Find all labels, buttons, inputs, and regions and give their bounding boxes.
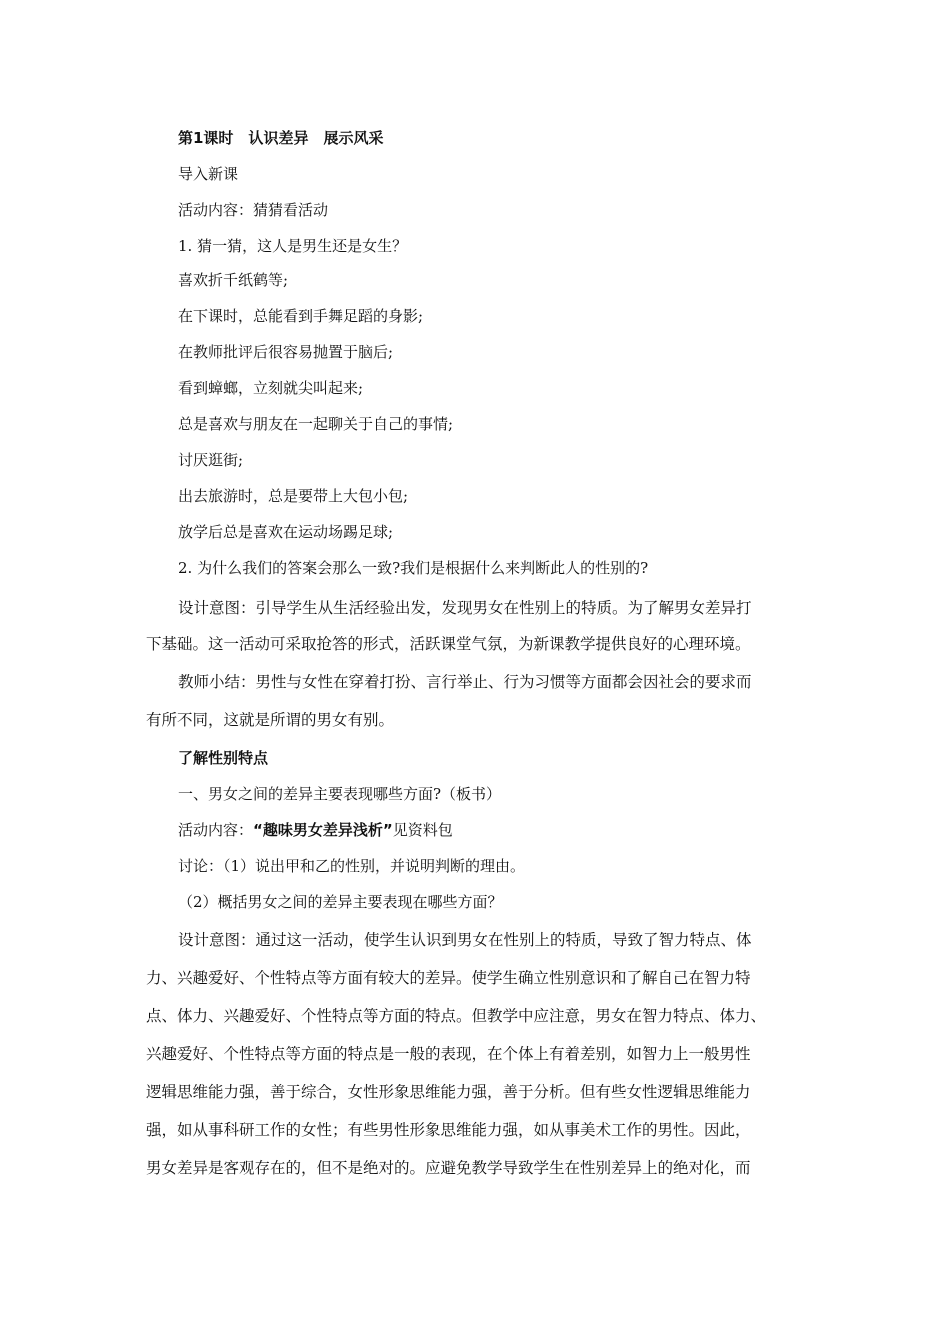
question-2: 2. 为什么我们的答案会那么一致?我们是根据什么来判断此人的性别的? [178, 559, 649, 577]
discussion-2: （2）概括男女之间的差异主要表现在哪些方面？ [178, 893, 503, 911]
activity-label: 活动内容： [178, 821, 254, 839]
design-intent-2-line: 点、体力、兴趣爱好、个性特点等方面的特点。但教学中应注意，男女在智力特点、体力、 [146, 1007, 767, 1025]
clue-item: 喜欢折千纸鹤等; [178, 271, 289, 289]
intro-heading: 导入新课 [178, 165, 239, 183]
clue-item: 出去旅游时，总是要带上大包小包; [178, 487, 409, 505]
clue-item: 总是喜欢与朋友在一起聊关于自己的事情; [178, 415, 454, 433]
clue-item: 放学后总是喜欢在运动场踢足球; [178, 523, 394, 541]
question-1: 1. 猜一猜，这人是男生还是女生？ [178, 237, 408, 255]
design-intent-2-line: 男女差异是客观存在的，但不是绝对的。应避免教学导致学生在性别差异上的绝对化，而 [146, 1159, 751, 1177]
clue-item: 讨厌逛街; [178, 451, 244, 469]
clue-item: 在教师批评后很容易抛置于脑后; [178, 343, 394, 361]
teacher-summary-line: 教师小结：男性与女性在穿着打扮、言行举止、行为习惯等方面都会因社会的要求而 [178, 673, 752, 691]
design-intent-2-line: 兴趣爱好、个性特点等方面的特点是一般的表现，在个体上有着差别，如智力上一般男性 [146, 1045, 751, 1063]
clue-item: 在下课时，总能看到手舞足蹈的身影; [178, 307, 424, 325]
intro-activity: 活动内容：猜猜看活动 [178, 201, 329, 219]
clue-item: 看到蟑螂，立刻就尖叫起来; [178, 379, 364, 397]
design-intent-1-line: 设计意图：引导学生从生活经验出发，发现男女在性别上的特质。为了解男女差异打 [178, 599, 752, 617]
discussion-1: 讨论：（1）说出甲和乙的性别，并说明判断的理由。 [178, 857, 526, 875]
section-item-1: 一、男女之间的差异主要表现哪些方面?（板书） [178, 785, 502, 803]
design-intent-2-line: 设计意图：通过这一活动，使学生认识到男女在性别上的特质，导致了智力特点、体 [178, 931, 752, 949]
design-intent-1-line: 下基础。这一活动可采取抢答的形式，活跃课堂气氛，为新课教学提供良好的心理环境。 [146, 635, 751, 653]
teacher-summary-line: 有所不同，这就是所谓的男女有别。 [146, 711, 395, 729]
activity-suffix: 见资料包 [392, 821, 453, 839]
activity-title: “趣味男女差异浅析” [253, 821, 393, 839]
design-intent-2-line: 力、兴趣爱好、个性特点等方面有较大的差异。使学生确立性别意识和了解自己在智力特 [146, 969, 751, 987]
lesson-title: 第1课时 认识差异 展示风采 [178, 129, 384, 147]
section-activity [178, 820, 453, 840]
design-intent-2-line: 逻辑思维能力强，善于综合，女性形象思维能力强，善于分析。但有些女性逻辑思维能力 [146, 1083, 751, 1101]
design-intent-2-line: 强，如从事科研工作的女性；有些男性形象思维能力强，如从事美术工作的男性。因此， [146, 1121, 751, 1139]
section-heading: 了解性别特点 [178, 749, 269, 767]
